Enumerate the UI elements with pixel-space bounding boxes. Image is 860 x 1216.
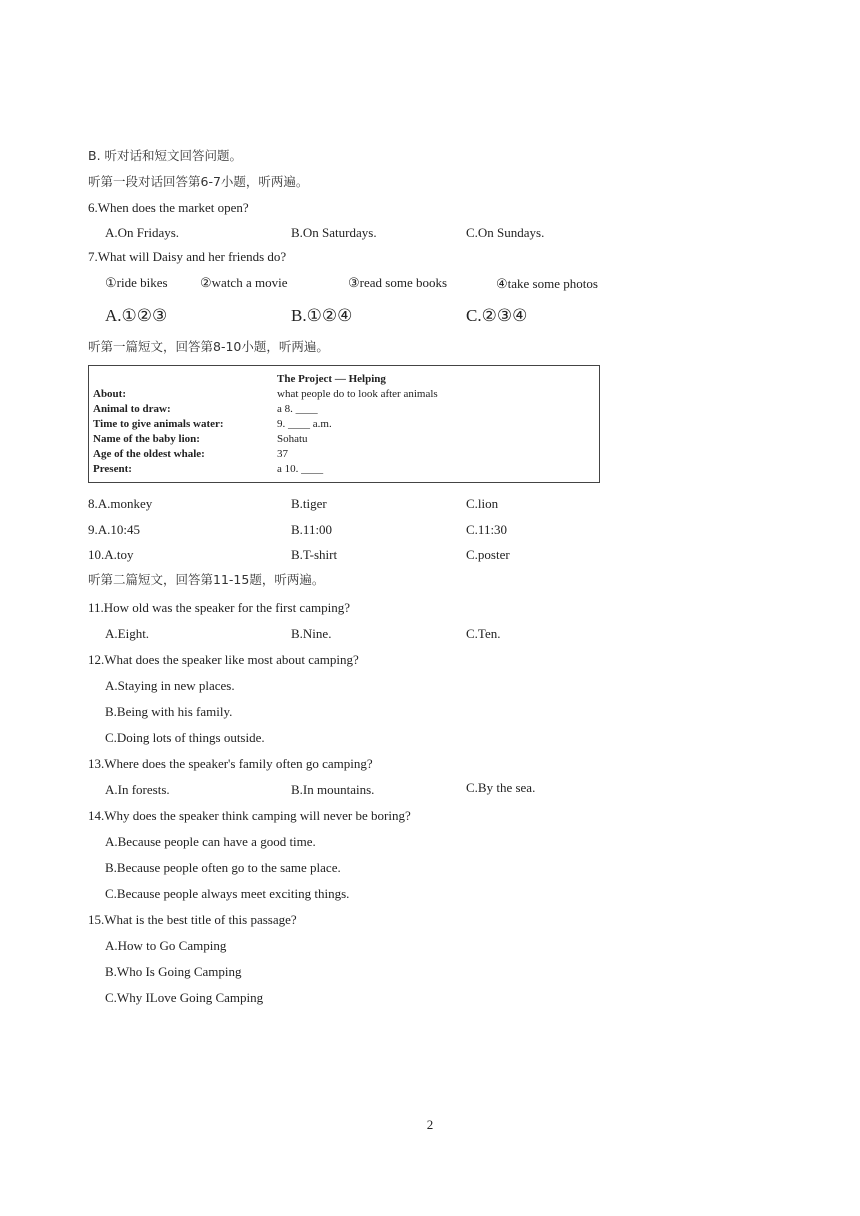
section-b-heading: B. 听对话和短文回答问题。: [88, 148, 243, 163]
q11-question: 11.How old was the speaker for the first camping?: [88, 600, 350, 615]
table-row-label: Age of the oldest whale:: [93, 448, 205, 460]
q10-option-c: C.poster: [466, 547, 510, 562]
q7-option-a: A.①②③: [105, 306, 168, 325]
q7-item-1: ①ride bikes: [105, 275, 168, 290]
q10-option-b: B.T-shirt: [291, 547, 338, 562]
q12-option-c: C.Doing lots of things outside.: [105, 730, 265, 745]
q12-question: 12.What does the speaker like most about camping?: [88, 652, 359, 667]
q7-item-2: ②watch a movie: [200, 275, 288, 290]
q10-option-a: 10.A.toy: [88, 547, 134, 562]
dialogue1-instruction: 听第一段对话回答第6-7小题，听两遍。: [88, 174, 309, 189]
table-row-value: what people do to look after animals: [277, 388, 438, 400]
q8-option-b: B.tiger: [291, 496, 327, 511]
table-row-label: About:: [93, 388, 127, 400]
q13-option-c: C.By the sea.: [466, 780, 536, 795]
q9-option-b: B.11:00: [291, 522, 333, 537]
q14-option-b: B.Because people often go to the same place.: [105, 860, 341, 875]
q15-option-a: A.How to Go Camping: [105, 938, 227, 953]
q11-option-c: C.Ten.: [466, 626, 501, 641]
table-row-label: Name of the baby lion:: [93, 433, 200, 445]
q7-question: 7.What will Daisy and her friends do?: [88, 249, 287, 264]
table-row-value: 9. ____ a.m.: [277, 418, 332, 430]
q9-option-a: 9.A.10:45: [88, 522, 140, 537]
table-title: The Project — Helping: [277, 373, 386, 385]
table-row-value: a 8. ____: [277, 403, 318, 415]
q15-option-b: B.Who Is Going Camping: [105, 964, 242, 979]
q13-option-a: A.In forests.: [105, 782, 170, 797]
q14-option-a: A.Because people can have a good time.: [105, 834, 316, 849]
q11-option-b: B.Nine.: [291, 626, 332, 641]
q13-option-b: B.In mountains.: [291, 782, 375, 797]
q6-option-c: C.On Sundays.: [466, 225, 545, 240]
q7-option-c: C.②③④: [466, 306, 528, 325]
q14-question: 14.Why does the speaker think camping will never be boring?: [88, 808, 411, 823]
q12-option-b: B.Being with his family.: [105, 704, 233, 719]
q15-option-c: C.Why ILove Going Camping: [105, 990, 264, 1005]
q13-question: 13.Where does the speaker's family often go camping?: [88, 756, 373, 771]
q7-option-b: B.①②④: [291, 306, 353, 325]
table-row-value: a 10. ____: [277, 463, 324, 475]
table-row-label: Present:: [93, 463, 132, 475]
table-row-value: 37: [277, 448, 288, 460]
q7-item-3: ③read some books: [348, 275, 448, 290]
q15-question: 15.What is the best title of this passage?: [88, 912, 297, 927]
passage2-instruction: 听第二篇短文，回答第11-15题，听两遍。: [88, 572, 325, 587]
q6-question: 6.When does the market open?: [88, 200, 249, 215]
q7-item-4: ④take some photos: [496, 276, 598, 291]
q6-option-b: B.On Saturdays.: [291, 225, 377, 240]
q11-option-a: A.Eight.: [105, 626, 150, 641]
project-table: [88, 365, 600, 483]
q9-option-c: C.11:30: [466, 522, 508, 537]
q6-option-a: A.On Fridays.: [105, 225, 180, 240]
table-row-label: Animal to draw:: [93, 403, 171, 415]
table-row-value: Sohatu: [277, 433, 308, 445]
table-row-label: Time to give animals water:: [93, 418, 224, 430]
passage1-instruction: 听第一篇短文，回答第8-10小题，听两遍。: [88, 339, 329, 354]
q8-option-c: C.lion: [466, 496, 499, 511]
q12-option-a: A.Staying in new places.: [105, 678, 235, 693]
q8-option-a: 8.A.monkey: [88, 496, 153, 511]
q14-option-c: C.Because people always meet exciting things.: [105, 886, 350, 901]
page-number: 2: [426, 1117, 434, 1132]
